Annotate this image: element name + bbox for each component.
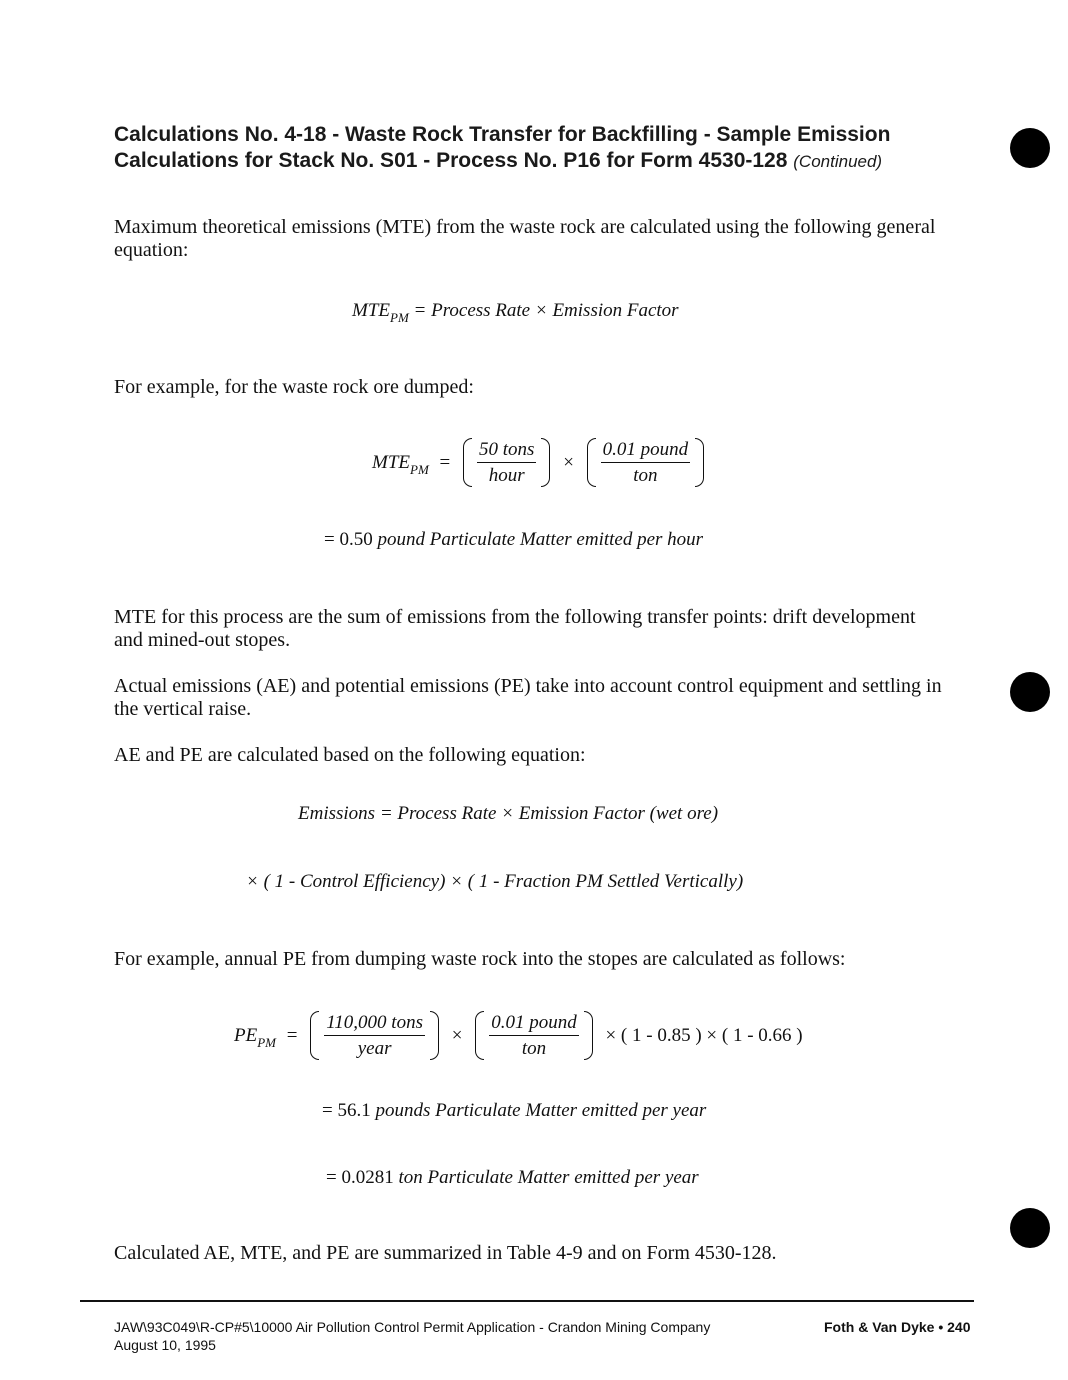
eq2-f1-denominator: hour (488, 465, 525, 486)
eq2-result (324, 529, 703, 551)
heading-line-1: Calculations No. 4-18 - Waste Rock Transfer for Backfilling - Sample Emission (114, 123, 891, 146)
eq2-times: × (563, 451, 574, 473)
eq4-equals: = (286, 1024, 298, 1046)
eq2-result-text: pound Particulate Matter emitted per hour (377, 529, 704, 550)
eq2-subscript: PM (410, 461, 429, 477)
eq1-lhs: MTE (352, 300, 390, 321)
eq4-fraction-factor (475, 1011, 593, 1060)
eq4-subscript: PM (257, 1034, 276, 1050)
eq2-lhs: MTE (372, 451, 410, 473)
eq2-fraction-rate (463, 438, 550, 487)
eq4-r1-text: pounds Particulate Matter emitted per year (375, 1100, 707, 1121)
footer-left (114, 1318, 710, 1354)
eq2-f2-numerator: 0.01 pound (601, 438, 691, 463)
eq2-f1-numerator: 50 tons (477, 438, 536, 463)
punch-hole-top (1010, 128, 1050, 168)
punch-hole-bottom (1010, 1208, 1050, 1248)
eq4-f2-denominator: ton (521, 1038, 547, 1059)
eq4-f1-numerator: 110,000 tons (324, 1011, 425, 1036)
eq2-equals: = (439, 451, 451, 473)
footer-date: August 10, 1995 (114, 1337, 216, 1353)
footer-rule (80, 1300, 974, 1302)
paragraph-ae-pe-intro: Actual emissions (AE) and potential emissions (PE) take into account control equipment and settling in the vertical raise. (114, 675, 942, 720)
eq4-f1-denominator: year (357, 1038, 392, 1059)
equation-mte-example (372, 438, 706, 487)
eq4-r2-text: ton Particulate Matter emitted per year (398, 1167, 699, 1188)
paragraph-ae-pe-equation: AE and PE are calculated based on the following equation: (114, 744, 586, 766)
equation-emissions-line-2: × ( 1 - Control Efficiency) × ( 1 - Fraction PM Settled Vertically) (246, 871, 744, 892)
paragraph-annual-pe: For example, annual PE from dumping waste rock into the stopes are calculated as follows: (114, 948, 846, 970)
paragraph-transfer-points: MTE for this process are the sum of emissions from the following transfer points: drift development and mined-out stopes. (114, 606, 916, 651)
eq4-lhs: PE (234, 1024, 258, 1046)
eq4-result-pounds (322, 1100, 706, 1122)
eq1-rhs: = Process Rate × Emission Factor (413, 300, 679, 321)
eq4-lhs-wrap (234, 1024, 276, 1050)
paragraph-mte-intro: Maximum theoretical emissions (MTE) from the waste rock are calculated using the following general equation: (114, 216, 936, 261)
eq4-fraction-rate (310, 1011, 439, 1060)
paragraph-summary: Calculated AE, MTE, and PE are summarized in Table 4-9 and on Form 4530-128. (114, 1242, 777, 1264)
equation-mte-general (352, 300, 679, 325)
eq4-result-tons (326, 1167, 699, 1189)
equation-emissions-line-1: Emissions = Process Rate × Emission Factor (wet ore) (298, 803, 719, 824)
eq2-f2-denominator: ton (633, 465, 658, 486)
eq4-times: × (451, 1024, 463, 1046)
punch-hole-middle (1010, 672, 1050, 712)
footer-page-number: Foth & Van Dyke • 240 (824, 1319, 971, 1335)
eq2-fraction-factor (587, 438, 705, 487)
eq4-r2-value: = 0.0281 (326, 1167, 394, 1188)
footer-document-id: JAW\93C049\R-CP#5\10000 Air Pollution Control Permit Application - Crandon Mining Company (114, 1319, 711, 1335)
eq1-subscript: PM (390, 310, 409, 325)
eq2-result-value: = 0.50 (324, 529, 373, 550)
heading-line-2-text: Calculations for Stack No. S01 - Process No. P16 for Form 4530-128 (114, 149, 788, 172)
eq2-lhs-wrap (372, 451, 429, 477)
paragraph-example-dumped: For example, for the waste rock ore dumped: (114, 376, 474, 398)
eq4-f2-numerator: 0.01 pound (489, 1011, 579, 1036)
eq4-tail: × ( 1 - 0.85 ) × ( 1 - 0.66 ) (605, 1024, 803, 1046)
heading-line-2 (114, 148, 974, 175)
eq4-r1-value: = 56.1 (322, 1100, 371, 1121)
page-heading (114, 122, 974, 175)
heading-continued: (Continued) (793, 152, 883, 171)
equation-pe-example (234, 1011, 809, 1060)
